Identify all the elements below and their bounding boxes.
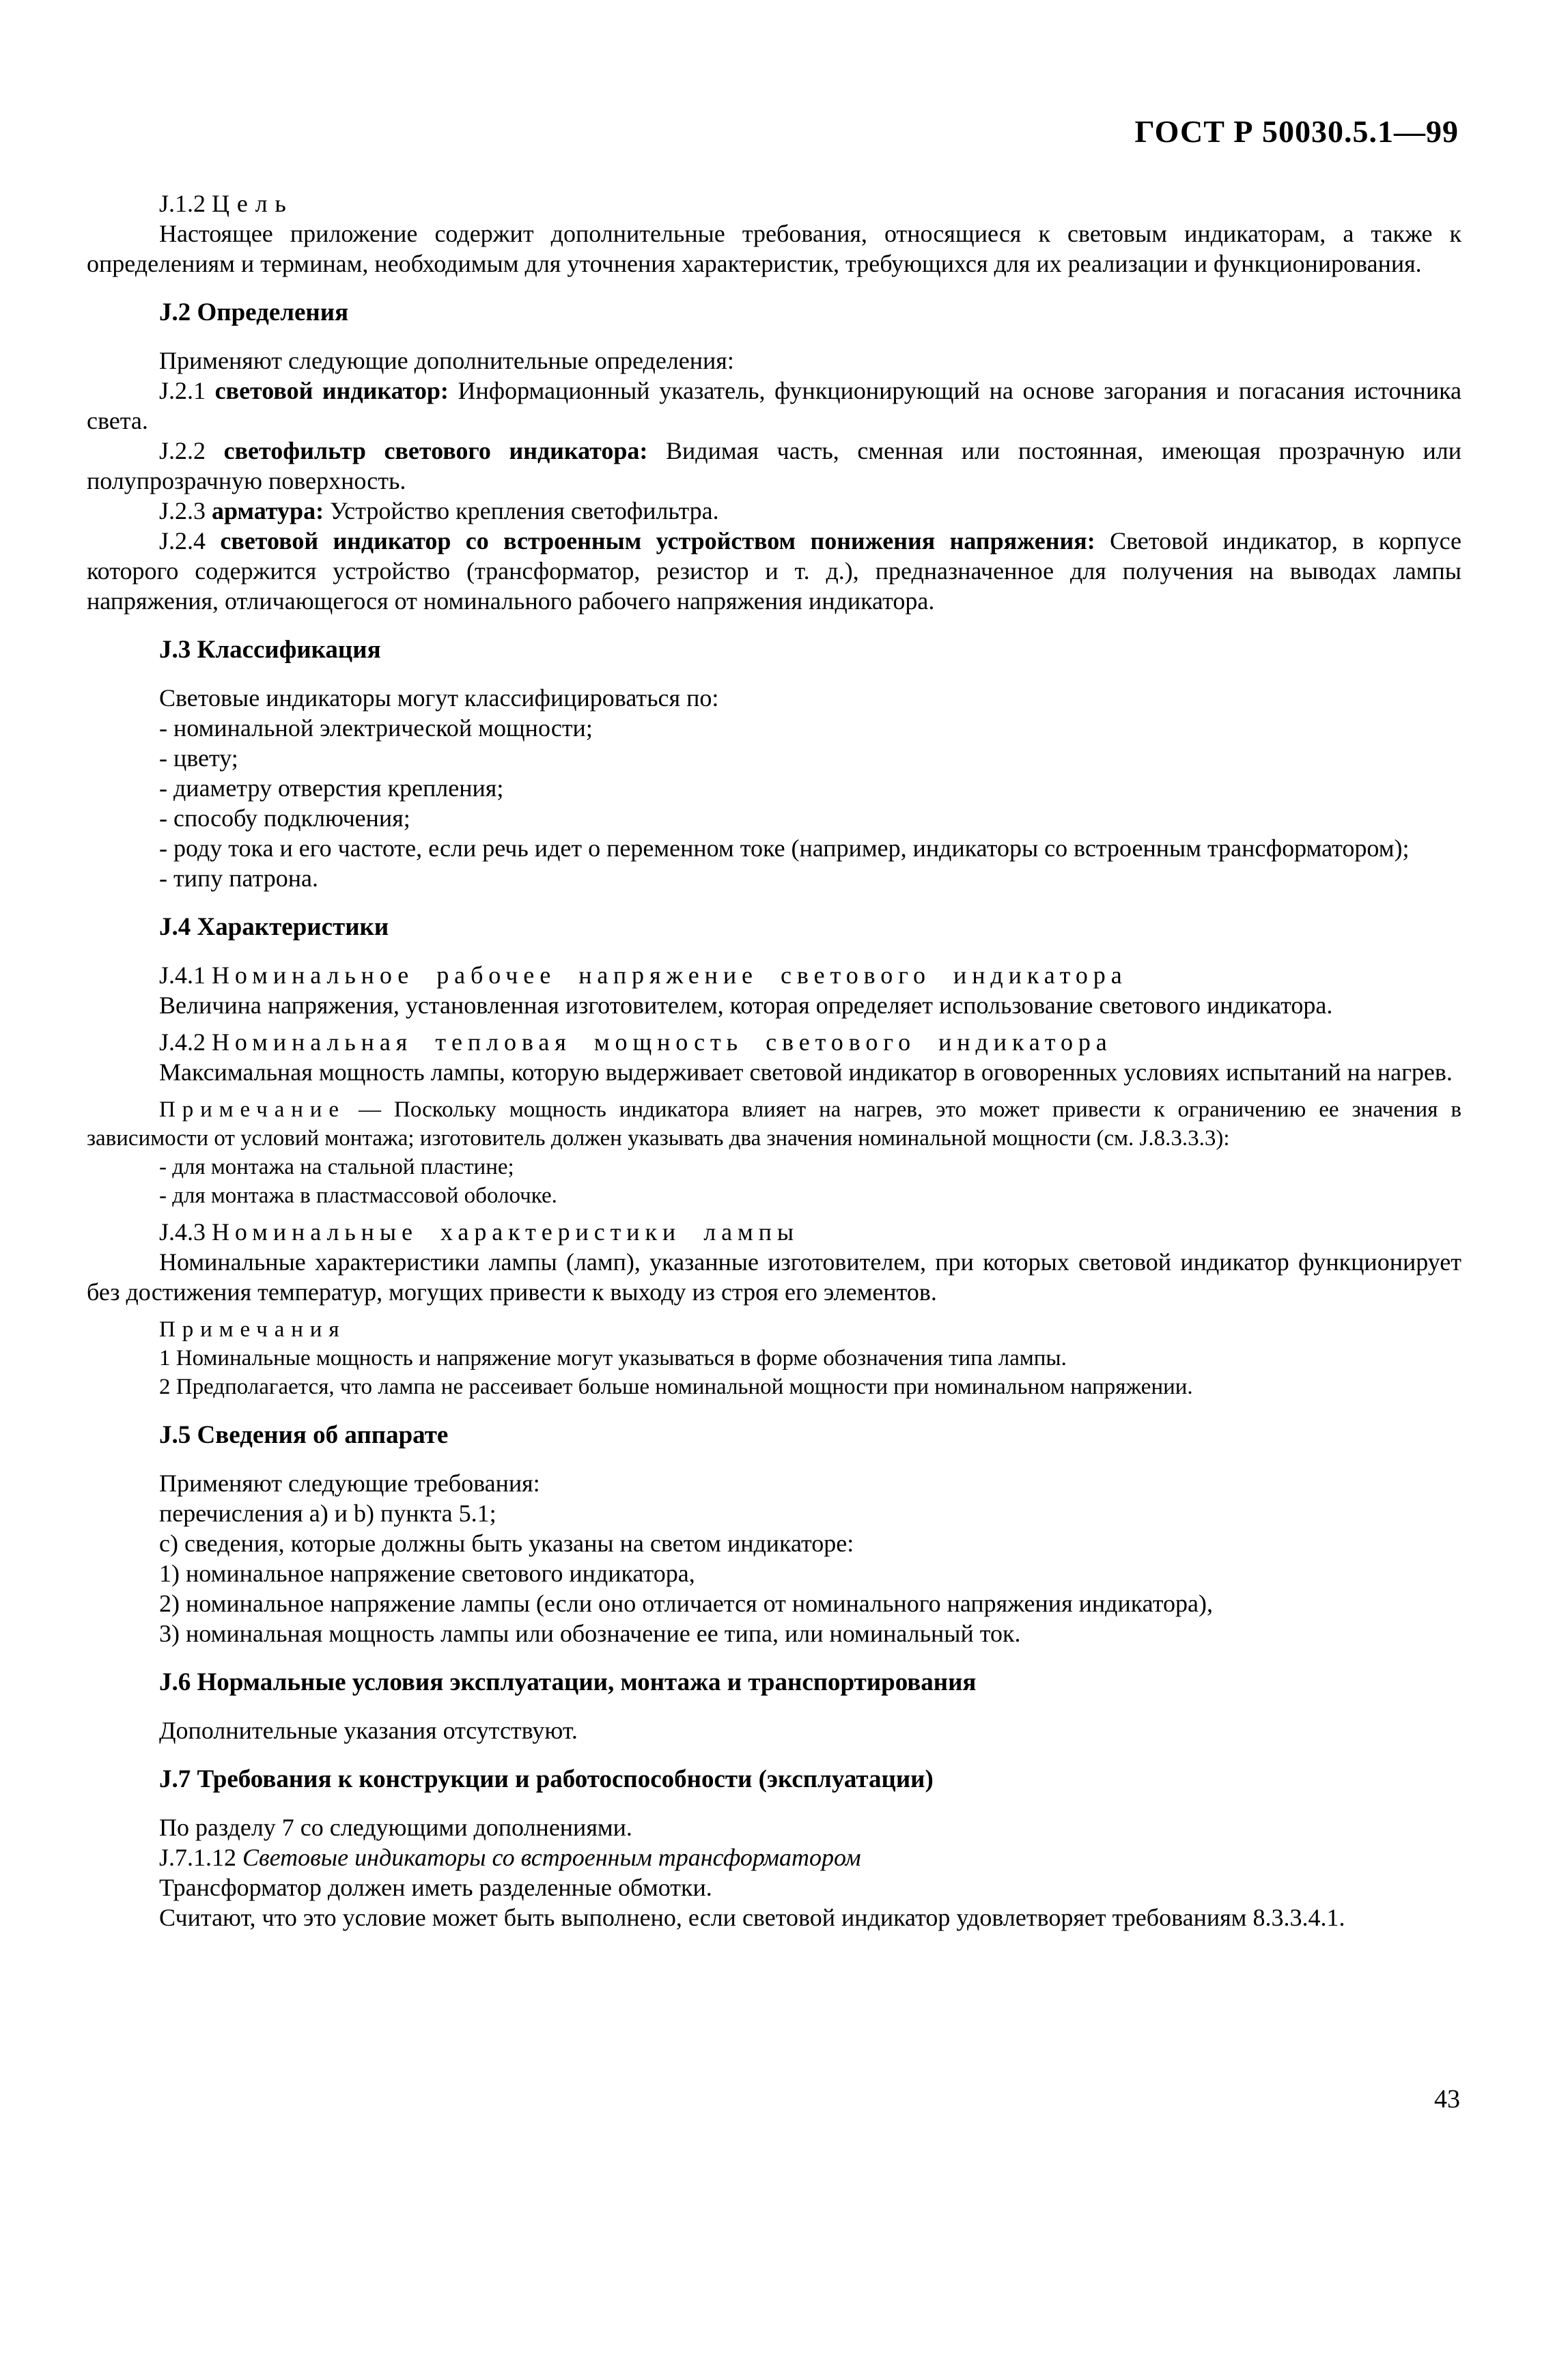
section-j12-paragraph: Настоящее приложение содержит дополнительные требования, относящиеся к световым индикаторам, а также к определениям и терминам, необходимым для уточнения характеристик, требующихся для их реализации и функционирования. [87,220,1461,277]
definition-term: световой индикатор: [214,377,449,404]
definition-number: J.2.3 [159,497,206,524]
classification-item: - диаметру отверстия крепления; [159,774,504,802]
definition-body: Устройство крепления светофильтра. [330,497,719,524]
section-number: J.7.1.12 [159,1844,237,1871]
note-body: — Поскольку мощность индикатора влияет на нагрев, это может привести к ограничению ее значения в зависимости от условий монтажа; изготовитель должен указывать два значения номинальной мощности (см. J.8.3.3.3): [87,1097,1461,1151]
section-j43-heading [87,1217,1461,1247]
section-j2-heading: J.2 Определения [159,298,349,326]
note-paragraph [87,1095,1461,1153]
document-code-header: ГОСТ Р 50030.5.1—99 [1134,114,1459,149]
section-j4-heading: J.4 Характеристики [159,913,389,941]
requirements-line: c) сведения, которые должны быть указаны на светом индикаторе: [159,1530,854,1557]
section-j6-heading: J.6 Нормальные условия эксплуатации, монтажа и транспортирования [159,1668,977,1696]
section-number: J.4.3 [159,1218,206,1246]
requirements-line: Применяют следующие требования: [159,1470,540,1497]
section-j5-heading: J.5 Сведения об аппарате [159,1421,449,1449]
definition-body: Информационный указатель, функционирующий на основе загорания и погасания источника света. [87,377,1462,434]
requirements-line: 1) номинальное напряжение светового индикатора, [159,1560,695,1587]
section-title: Номинальные характеристики лампы [212,1218,799,1246]
definition-term: арматура: [212,497,324,524]
notes-label: Примечания [159,1317,346,1342]
note-label: Примечание [159,1097,346,1122]
requirements-line: 2) номинальное напряжение лампы (если оно отличается от номинального напряжения индикатора), [159,1590,1213,1617]
section-j3-intro: Световые индикаторы могут классифицироваться по: [159,684,719,712]
section-j7-paragraph: Считают, что это условие может быть выполнено, если световой индикатор удовлетворяет требованиям 8.3.3.4.1. [159,1904,1345,1931]
classification-item: - способу подключения; [159,804,410,832]
section-j7-paragraph: По разделу 7 со следующими дополнениями. [159,1814,632,1841]
definition-paragraph [87,496,1461,526]
section-number: J.4.1 [159,961,206,989]
section-title: Световые индикаторы со встроенным трансформатором [242,1844,861,1871]
section-title: Номинальное рабочее напряжение светового индикатора [212,961,1128,989]
note-list-item: - для монтажа на стальной пластине; [159,1155,514,1179]
requirements-line: 3) номинальная мощность лампы или обозначение ее типа, или номинальный ток. [159,1620,1021,1647]
section-j41-paragraph: Величина напряжения, установленная изготовителем, которая определяет использование светового индикатора. [159,992,1333,1019]
definition-term: светофильтр светового индикатора: [223,437,648,464]
classification-item: - цвету; [159,744,238,772]
definition-paragraph [87,376,1461,436]
section-number: J.1.2 [159,190,206,217]
note-list-item: - для монтажа в пластмассовой оболочке. [159,1183,557,1208]
section-j2-intro: Применяют следующие дополнительные определения: [159,347,734,374]
section-j42-heading [87,1027,1461,1057]
definition-term: световой индикатор со встроенным устройством понижения напряжения: [220,527,1095,554]
definition-paragraph [87,526,1461,616]
page-number: 43 [1434,2085,1460,2114]
section-j43-paragraph: Номинальные характеристики лампы (ламп), указанные изготовителем, при которых световой индикатор функционирует без достижения температур, могущих привести к выходу из строя его элементов. [87,1248,1461,1306]
section-j7-heading: J.7 Требования к конструкции и работоспособности (эксплуатации) [159,1765,934,1793]
note-item: 2 Предполагается, что лампа не рассеивает больше номинальной мощности при номинальном напряжении. [159,1375,1193,1399]
classification-item: - номинальной электрической мощности; [159,714,593,742]
definition-number: J.2.2 [159,437,206,464]
section-j7-paragraph: Трансформатор должен иметь разделенные обмотки. [159,1874,712,1901]
section-j6-paragraph: Дополнительные указания отсутствуют. [159,1717,578,1744]
section-j3-heading: J.3 Классификация [159,636,381,664]
note-item: 1 Номинальные мощность и напряжение могут указываться в форме обозначения типа лампы. [159,1346,1067,1371]
classification-item: - типу патрона. [159,865,318,892]
definition-number: J.2.4 [159,527,206,554]
definition-body: Световой индикатор, в корпусе которого содержится устройство (трансформатор, резистор и т. д.), предназначенное для получения на выводах лампы напряжения, отличающегося от номинального рабочего напряжения индикатора. [87,527,1461,615]
section-j12-heading [87,188,1461,219]
definition-number: J.2.1 [159,377,206,404]
section-title: Номинальная тепловая мощность светового индикатора [212,1028,1112,1056]
section-j41-heading [87,960,1461,990]
section-number: J.4.2 [159,1028,206,1056]
section-j7112-heading [87,1842,1461,1872]
classification-item: - роду тока и его частоте, если речь идет о переменном токе (например, индикаторы со встроенным трансформатором); [159,834,1410,862]
section-title: Цель [212,190,294,217]
definition-paragraph [87,436,1461,496]
definition-body: Видимая часть, сменная или постоянная, имеющая прозрачную или полупрозрачную поверхность. [87,437,1462,494]
requirements-line: перечисления a) и b) пункта 5.1; [159,1500,496,1527]
section-j42-paragraph: Максимальная мощность лампы, которую выдерживает световой индикатор в оговоренных условиях испытаний на нагрев. [159,1058,1453,1086]
